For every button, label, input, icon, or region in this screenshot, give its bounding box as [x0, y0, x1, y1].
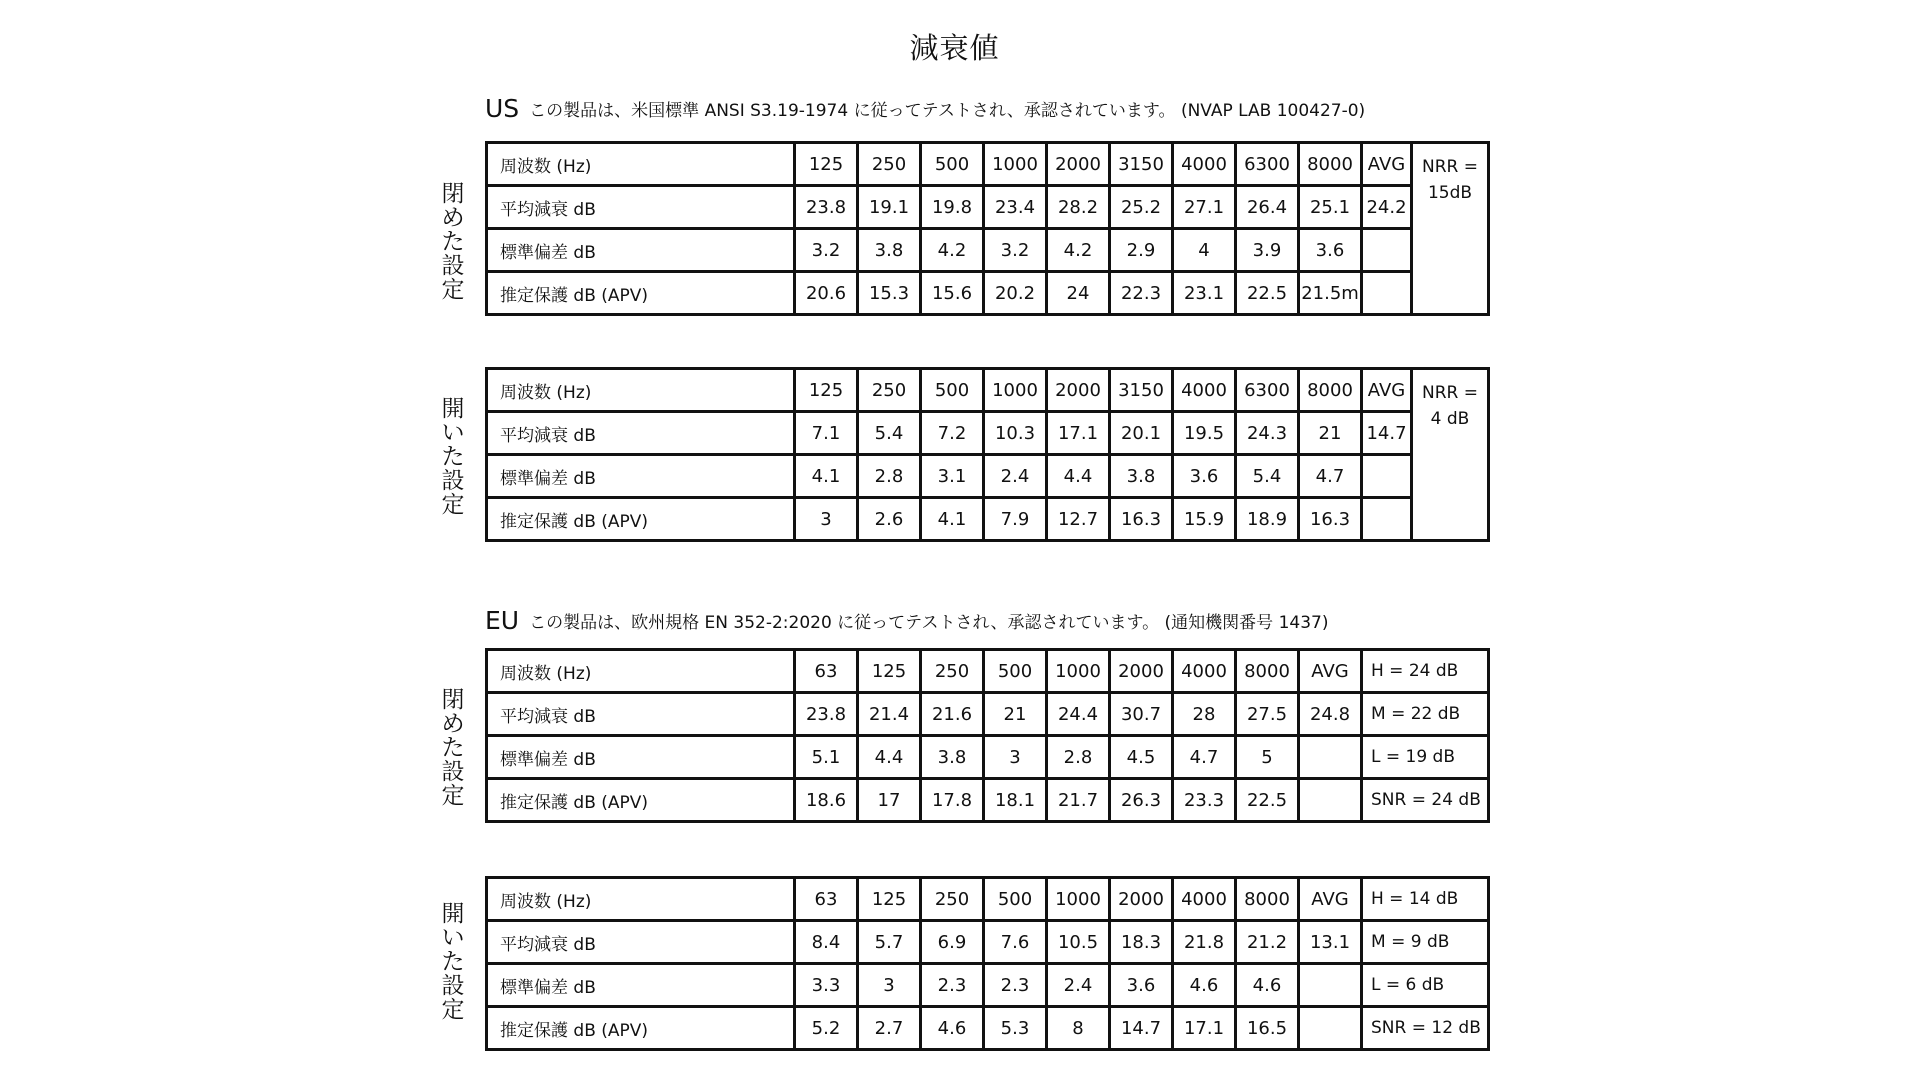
value-cell: 3.2: [984, 229, 1047, 272]
frequency-cell: 4000: [1173, 650, 1236, 693]
value-cell: 3: [795, 498, 858, 541]
value-cell: 4: [1173, 229, 1236, 272]
value-cell: 19.1: [858, 186, 921, 229]
frequency-cell: 2000: [1110, 878, 1173, 921]
frequency-cell: 500: [921, 143, 984, 186]
frequency-cell: AVG: [1299, 650, 1362, 693]
rating-summary-line: SNR = 12 dB: [1362, 1007, 1489, 1050]
frequency-cell: 250: [858, 369, 921, 412]
value-cell: 4.7: [1173, 736, 1236, 779]
table-header-row: [487, 143, 1489, 186]
rating-summary-line: M = 22 dB: [1362, 693, 1489, 736]
value-cell: 2.8: [858, 455, 921, 498]
value-cell: 22.5: [1236, 779, 1299, 822]
frequency-cell: 63: [795, 650, 858, 693]
value-cell: 21: [1299, 412, 1362, 455]
table-row: [487, 779, 1489, 822]
value-cell: 5: [1236, 736, 1299, 779]
value-cell: 7.1: [795, 412, 858, 455]
eu-heading: [485, 606, 1328, 635]
row-label: 平均減衰 dB: [487, 412, 795, 455]
nrr-summary: [1412, 143, 1489, 315]
frequency-cell: 4000: [1173, 143, 1236, 186]
value-cell: 20.1: [1110, 412, 1173, 455]
value-cell: 2.9: [1110, 229, 1173, 272]
value-cell: 4.4: [858, 736, 921, 779]
eu-standard-note: この製品は、欧州規格 EN 352-2:2020 に従ってテストされ、承認されています。 (通知機関番号 1437): [529, 613, 1329, 633]
value-cell: 17.1: [1173, 1007, 1236, 1050]
value-cell: 4.6: [1236, 964, 1299, 1007]
value-cell: 3.8: [858, 229, 921, 272]
value-cell: 5.3: [984, 1007, 1047, 1050]
value-cell: [1362, 229, 1412, 272]
value-cell: 2.3: [921, 964, 984, 1007]
value-cell: 22.3: [1110, 272, 1173, 315]
value-cell: 15.6: [921, 272, 984, 315]
value-cell: 23.8: [795, 693, 858, 736]
table-row: [487, 693, 1489, 736]
table-header-row: [487, 650, 1489, 693]
nrr-summary-line: 4 dB: [1430, 409, 1470, 429]
value-cell: 2.8: [1047, 736, 1110, 779]
value-cell: 3.8: [1110, 455, 1173, 498]
value-cell: 4.4: [1047, 455, 1110, 498]
value-cell: 24.2: [1362, 186, 1412, 229]
frequency-cell: 500: [984, 650, 1047, 693]
value-cell: 21.4: [858, 693, 921, 736]
table-row: [487, 1007, 1489, 1050]
row-label: 標準偏差 dB: [487, 455, 795, 498]
us-heading: [485, 94, 1365, 123]
value-cell: 3: [984, 736, 1047, 779]
eu-open-table: [485, 876, 1490, 1051]
value-cell: 16.5: [1236, 1007, 1299, 1050]
frequency-cell: 500: [921, 369, 984, 412]
value-cell: 8.4: [795, 921, 858, 964]
nrr-summary-line: NRR =: [1422, 383, 1478, 403]
frequency-cell: 1000: [984, 143, 1047, 186]
frequency-cell: 4000: [1173, 369, 1236, 412]
row-label: 平均減衰 dB: [487, 186, 795, 229]
value-cell: 18.9: [1236, 498, 1299, 541]
value-cell: 3.3: [795, 964, 858, 1007]
table-row: [487, 736, 1489, 779]
value-cell: 19.8: [921, 186, 984, 229]
value-cell: 5.4: [1236, 455, 1299, 498]
table-header-row: [487, 878, 1489, 921]
frequency-cell: 500: [984, 878, 1047, 921]
rating-summary-line: H = 24 dB: [1362, 650, 1489, 693]
value-cell: 12.7: [1047, 498, 1110, 541]
frequency-cell: AVG: [1362, 143, 1412, 186]
row-label: 周波数 (Hz): [487, 369, 795, 412]
frequency-cell: 125: [795, 369, 858, 412]
value-cell: 24: [1047, 272, 1110, 315]
value-cell: 18.6: [795, 779, 858, 822]
value-cell: 10.3: [984, 412, 1047, 455]
frequency-cell: 3150: [1110, 369, 1173, 412]
table-row: [487, 229, 1489, 272]
value-cell: 21.7: [1047, 779, 1110, 822]
us-region-code: US: [485, 94, 520, 123]
rating-summary-line: L = 19 dB: [1362, 736, 1489, 779]
value-cell: 27.5: [1236, 693, 1299, 736]
value-cell: 27.1: [1173, 186, 1236, 229]
table-row: [487, 964, 1489, 1007]
frequency-cell: 63: [795, 878, 858, 921]
row-label: 推定保護 dB (APV): [487, 498, 795, 541]
value-cell: 7.6: [984, 921, 1047, 964]
us-open-label: 開 い た 設 定: [441, 396, 465, 518]
frequency-cell: 2000: [1047, 143, 1110, 186]
table-row: [487, 412, 1489, 455]
frequency-cell: 1000: [1047, 878, 1110, 921]
frequency-cell: 250: [858, 143, 921, 186]
value-cell: [1362, 272, 1412, 315]
value-cell: [1299, 964, 1362, 1007]
value-cell: 21.2: [1236, 921, 1299, 964]
value-cell: 21.6: [921, 693, 984, 736]
frequency-cell: 2000: [1047, 369, 1110, 412]
table-row: [487, 921, 1489, 964]
frequency-cell: 125: [795, 143, 858, 186]
frequency-cell: 2000: [1110, 650, 1173, 693]
value-cell: 3.1: [921, 455, 984, 498]
value-cell: [1299, 736, 1362, 779]
us-open-table: [485, 367, 1490, 542]
value-cell: 14.7: [1362, 412, 1412, 455]
frequency-cell: 125: [858, 878, 921, 921]
value-cell: 30.7: [1110, 693, 1173, 736]
value-cell: [1299, 779, 1362, 822]
value-cell: 3.2: [795, 229, 858, 272]
frequency-cell: AVG: [1299, 878, 1362, 921]
us-standard-note: この製品は、米国標準 ANSI S3.19-1974 に従ってテストされ、承認されています。 (NVAP LAB 100427-0): [529, 101, 1366, 121]
page-title: 減衰値: [909, 31, 1000, 65]
value-cell: 23.8: [795, 186, 858, 229]
row-label: 推定保護 dB (APV): [487, 1007, 795, 1050]
eu-closed-label: 閉 め た 設 定: [441, 687, 465, 809]
value-cell: 3: [858, 964, 921, 1007]
value-cell: 6.9: [921, 921, 984, 964]
value-cell: [1362, 498, 1412, 541]
table-row: [487, 455, 1489, 498]
value-cell: 25.1: [1299, 186, 1362, 229]
nrr-summary: [1412, 369, 1489, 541]
value-cell: 23.3: [1173, 779, 1236, 822]
frequency-cell: 8000: [1236, 878, 1299, 921]
frequency-cell: 125: [858, 650, 921, 693]
value-cell: 2.4: [1047, 964, 1110, 1007]
value-cell: 17: [858, 779, 921, 822]
value-cell: 3.8: [921, 736, 984, 779]
us-closed-label: 閉 め た 設 定: [441, 181, 465, 303]
value-cell: 24.3: [1236, 412, 1299, 455]
value-cell: 23.1: [1173, 272, 1236, 315]
row-label: 標準偏差 dB: [487, 736, 795, 779]
value-cell: 23.4: [984, 186, 1047, 229]
frequency-cell: AVG: [1362, 369, 1412, 412]
row-label: 周波数 (Hz): [487, 143, 795, 186]
frequency-cell: 1000: [984, 369, 1047, 412]
value-cell: 2.6: [858, 498, 921, 541]
table-row: [487, 498, 1489, 541]
row-label: 標準偏差 dB: [487, 229, 795, 272]
value-cell: 8: [1047, 1007, 1110, 1050]
frequency-cell: 8000: [1299, 143, 1362, 186]
value-cell: 5.4: [858, 412, 921, 455]
value-cell: 18.3: [1110, 921, 1173, 964]
value-cell: 4.1: [795, 455, 858, 498]
value-cell: 26.3: [1110, 779, 1173, 822]
frequency-cell: 4000: [1173, 878, 1236, 921]
value-cell: 17.8: [921, 779, 984, 822]
value-cell: 3.9: [1236, 229, 1299, 272]
value-cell: 24.8: [1299, 693, 1362, 736]
value-cell: [1362, 455, 1412, 498]
value-cell: 4.7: [1299, 455, 1362, 498]
value-cell: 22.5: [1236, 272, 1299, 315]
value-cell: 5.7: [858, 921, 921, 964]
row-label: 推定保護 dB (APV): [487, 779, 795, 822]
value-cell: 16.3: [1299, 498, 1362, 541]
frequency-cell: 3150: [1110, 143, 1173, 186]
frequency-cell: 8000: [1236, 650, 1299, 693]
value-cell: 15.3: [858, 272, 921, 315]
value-cell: 4.2: [921, 229, 984, 272]
value-cell: 5.1: [795, 736, 858, 779]
value-cell: 28: [1173, 693, 1236, 736]
rating-summary-line: M = 9 dB: [1362, 921, 1489, 964]
value-cell: 3.6: [1110, 964, 1173, 1007]
value-cell: 14.7: [1110, 1007, 1173, 1050]
table-row: [487, 272, 1489, 315]
row-label: 標準偏差 dB: [487, 964, 795, 1007]
row-label: 推定保護 dB (APV): [487, 272, 795, 315]
value-cell: 21.5m: [1299, 272, 1362, 315]
row-label: 周波数 (Hz): [487, 650, 795, 693]
value-cell: 18.1: [984, 779, 1047, 822]
value-cell: 3.6: [1299, 229, 1362, 272]
value-cell: 28.2: [1047, 186, 1110, 229]
value-cell: 4.1: [921, 498, 984, 541]
value-cell: 2.3: [984, 964, 1047, 1007]
value-cell: 21.8: [1173, 921, 1236, 964]
rating-summary-line: L = 6 dB: [1362, 964, 1489, 1007]
value-cell: 25.2: [1110, 186, 1173, 229]
value-cell: 20.6: [795, 272, 858, 315]
table-header-row: [487, 369, 1489, 412]
rating-summary-line: SNR = 24 dB: [1362, 779, 1489, 822]
value-cell: 16.3: [1110, 498, 1173, 541]
value-cell: 21: [984, 693, 1047, 736]
value-cell: 3.6: [1173, 455, 1236, 498]
value-cell: 10.5: [1047, 921, 1110, 964]
value-cell: 2.7: [858, 1007, 921, 1050]
value-cell: [1299, 1007, 1362, 1050]
row-label: 平均減衰 dB: [487, 921, 795, 964]
value-cell: 4.5: [1110, 736, 1173, 779]
value-cell: 20.2: [984, 272, 1047, 315]
nrr-summary-line: 15dB: [1427, 183, 1473, 203]
value-cell: 17.1: [1047, 412, 1110, 455]
value-cell: 4.2: [1047, 229, 1110, 272]
frequency-cell: 8000: [1299, 369, 1362, 412]
value-cell: 13.1: [1299, 921, 1362, 964]
us-closed-table: [485, 141, 1490, 316]
eu-open-label: 開 い た 設 定: [441, 901, 465, 1023]
value-cell: 15.9: [1173, 498, 1236, 541]
frequency-cell: 6300: [1236, 369, 1299, 412]
value-cell: 5.2: [795, 1007, 858, 1050]
value-cell: 19.5: [1173, 412, 1236, 455]
value-cell: 2.4: [984, 455, 1047, 498]
value-cell: 4.6: [1173, 964, 1236, 1007]
rating-summary-line: H = 14 dB: [1362, 878, 1489, 921]
value-cell: 26.4: [1236, 186, 1299, 229]
frequency-cell: 250: [921, 878, 984, 921]
frequency-cell: 250: [921, 650, 984, 693]
value-cell: 7.2: [921, 412, 984, 455]
value-cell: 24.4: [1047, 693, 1110, 736]
frequency-cell: 1000: [1047, 650, 1110, 693]
value-cell: 7.9: [984, 498, 1047, 541]
eu-closed-table: [485, 648, 1490, 823]
nrr-summary-line: NRR =: [1422, 157, 1478, 177]
value-cell: 4.6: [921, 1007, 984, 1050]
frequency-cell: 6300: [1236, 143, 1299, 186]
row-label: 周波数 (Hz): [487, 878, 795, 921]
eu-region-code: EU: [485, 606, 520, 635]
row-label: 平均減衰 dB: [487, 693, 795, 736]
table-row: [487, 186, 1489, 229]
